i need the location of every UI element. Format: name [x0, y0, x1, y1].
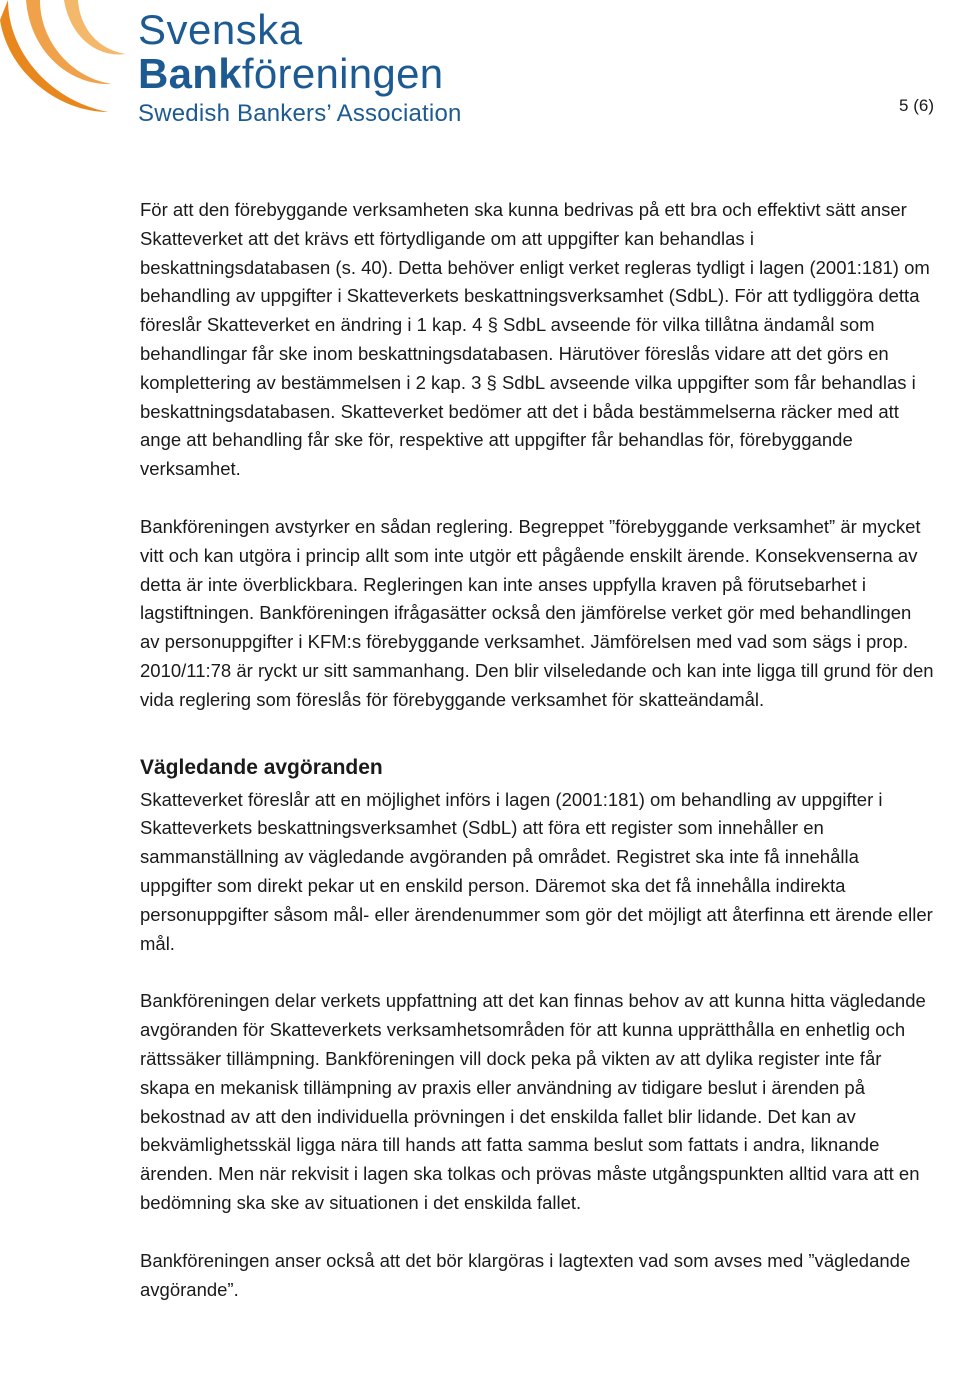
paragraph: För att den förebyggande verksamheten ska kunna bedrivas på ett bra och effektivt sätt anser Skatteverket att det krävs ett förtydligande om att uppgifter kan behandlas i beskattningsdatabasen (s. 40). Detta behöver enligt verket regleras tydligt i lagen (2001:181) om behandling av uppgifter i Skatteverkets beskattningsverksamhet (SdbL). För att tydliggöra detta föreslår Skatteverket en ändring i 1 kap. 4 § SdbL avseende för vilka tillåtna ändamål som behandlingar får ske inom beskattningsdatabasen. Härutöver föreslås vidare att det görs en komplettering av bestämmelsen i 2 kap. 3 § SdbL avseende vilka uppgifter som får behandlas i beskattningsdatabasen. Skatteverket bedömer att det i båda bestämmelserna räcker med att ange att behandling får ske för, respektive att uppgifter får behandlas för, förebyggande verksamhet. [140, 199, 930, 480]
section-heading: Vägledande avgöranden [140, 755, 383, 779]
document-body [140, 196, 934, 1333]
paragraph: Skatteverket föreslår att en möjlighet införs i lagen (2001:181) om behandling av uppgifter i Skatteverkets beskattningsverksamhet (SdbL) att föra ett register som innehåller en sammanställning av vägledande avgöranden på området. Registret ska inte få innehålla uppgifter som direkt pekar ut en enskild person. Däremot ska det få innehålla indirekta personuppgifter såsom mål- eller ärendenummer som gör det möjligt att återfinna ett ärende eller mål. [140, 788, 933, 954]
logo [0, 0, 470, 130]
page-number: 5 (6) [899, 96, 934, 115]
logo-bank: Bank [138, 50, 242, 97]
logo-line-svenska: Svenska [138, 6, 303, 53]
paragraph: Bankföreningen avstyrker en sådan reglering. Begreppet ”förebyggande verksamhet” är mycket vitt och kan utgöra i princip allt som inte utgör ett pågående enskilt ärende. Konsekvenserna av detta är inte överblickbara. Regleringen kan inte anses uppfylla kraven på förutsebarhet i lagstiftningen. Bankföreningen ifrågasätter också den jämförelse verket gör med behandlingen av personuppgifter i KFM:s förebyggande verksamhet. Jämförelsen med vad som sägs i prop. 2010/11:78 är ryckt ur sitt sammanhang. Den blir vilseledande och kan inte ligga till grund för den vida reglering som föreslås för förebyggande verksamhet för skatteändamål. [140, 515, 934, 710]
logo-line-bankforeningen [138, 52, 462, 96]
logo-mark-icon [0, 0, 130, 130]
logo-foreningen: föreningen [241, 50, 444, 97]
paragraph: Bankföreningen anser också att det bör klargöras i lagtexten vad som avses med ”vägledande avgörande”. [140, 1249, 911, 1300]
paragraph: Bankföreningen delar verkets uppfattning att det kan finnas behov av att kunna hitta vägledande avgöranden för Skatteverkets verksamhetsområden för att kunna upprätthålla en enhetlig och rättssäker tillämpning. Bankföreningen vill dock peka på vikten av att dylika register inte får skapa en mekanisk tillämpning av praxis eller användning av tidigare beslut i ärenden på bekostnad av att den individuella prövningen i det enskilda fallet blir lidande. Det kan av bekvämlighetsskäl ligga nära till hands att fatta samma beslut som fattats i andra, liknande ärenden. Men när rekvisit i lagen ska tolkas och prövas måste utgångspunkten alltid vara att en bedömning ska ske av situationen i det enskilda fallet. [140, 990, 926, 1213]
logo-line-english: Swedish Bankers’ Association [138, 100, 462, 127]
